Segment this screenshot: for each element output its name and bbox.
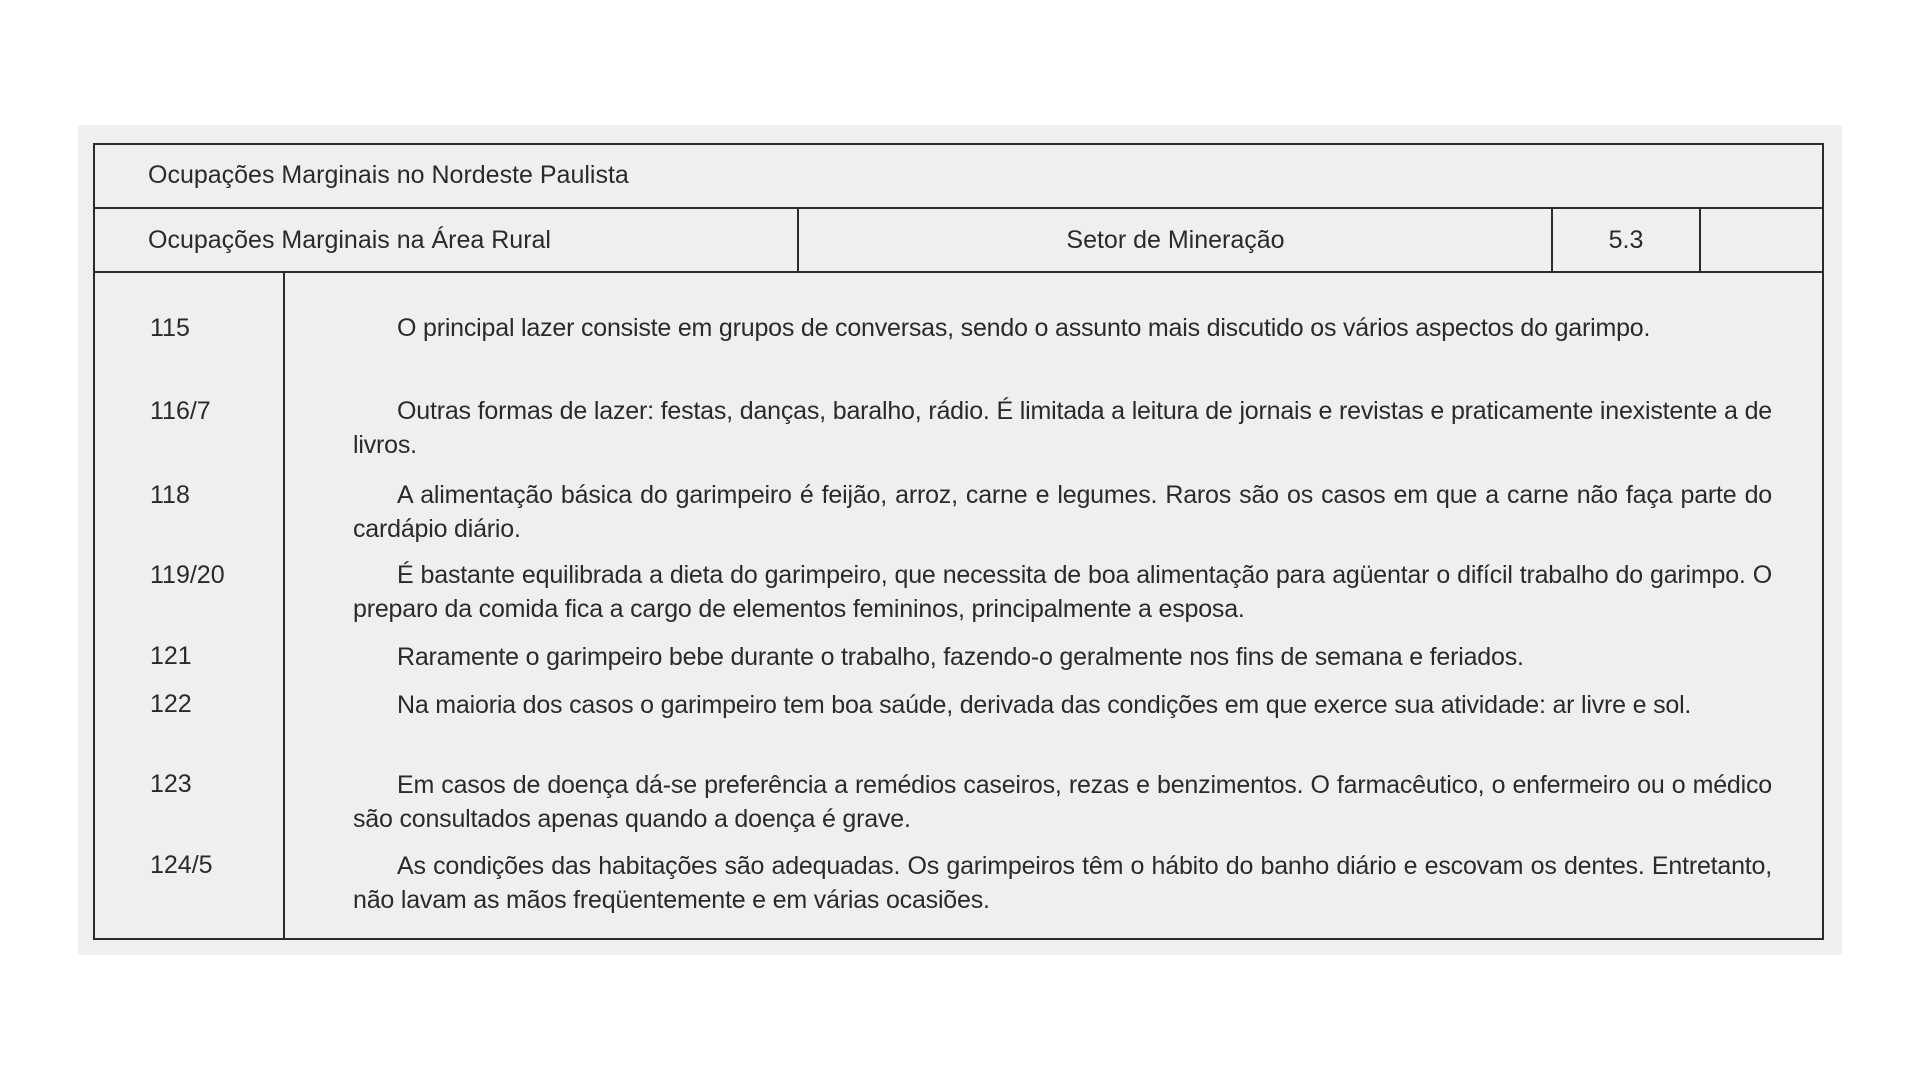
section-code: 5.3: [1608, 226, 1644, 254]
header-divider-1: [93, 207, 1824, 209]
entry-text: Na maioria dos casos o garimpeiro tem boa saúde, derivada das condições em que exerce sua atividade: ar livre e sol.: [397, 691, 1692, 719]
entry-number: 121: [150, 642, 192, 670]
entry-number: 116/7: [150, 397, 211, 425]
entry-number: 123: [150, 770, 192, 798]
entry-text: A alimentação básica do garimpeiro é feijão, arroz, carne e legumes. Raros são os casos em que a carne não faça parte do cardápio diário.: [353, 481, 1772, 543]
sector-label: Setor de Mineração: [1066, 226, 1285, 254]
entry-text: Outras formas de lazer: festas, danças, baralho, rádio. É limitada a leitura de jornais e revistas e praticamente inexistente a de livros.: [353, 397, 1772, 459]
document-title: Ocupações Marginais no Nordeste Paulista: [148, 161, 629, 189]
entry-text: Em casos de doença dá-se preferência a remédios caseiros, rezas e benzimentos. O farmacêutico, o enfermeiro ou o médico são consultados apenas quando a doença é grave.: [353, 771, 1772, 833]
entry-number: 119/20: [150, 561, 225, 589]
header-cell-divider-3: [1699, 207, 1701, 272]
entry-number: 122: [150, 690, 192, 718]
entry-number: 118: [150, 481, 190, 509]
entry-text: Raramente o garimpeiro bebe durante o trabalho, fazendo-o geralmente nos fins de semana e feriados.: [397, 643, 1524, 671]
entry-text: O principal lazer consiste em grupos de conversas, sendo o assunto mais discutido os vários aspectos do garimpo.: [397, 314, 1651, 342]
header-divider-2: [93, 271, 1824, 273]
entry-text: É bastante equilibrada a dieta do garimpeiro, que necessita de boa alimentação para agüentar o difícil trabalho do garimpo. O preparo da comida fica a cargo de elementos femininos, principalmente a esposa.: [353, 561, 1772, 623]
entry-text: As condições das habitações são adequadas. Os garimpeiros têm o hábito do banho diário e escovam os dentes. Entretanto, não lavam as mãos freqüentemente e em várias ocasiões.: [353, 852, 1772, 914]
number-column-divider: [283, 271, 285, 939]
entry-number: 115: [150, 314, 190, 342]
entry-number: 124/5: [150, 851, 213, 879]
section-title: Ocupações Marginais na Área Rural: [148, 226, 551, 254]
header-cell-divider-1: [797, 207, 799, 272]
